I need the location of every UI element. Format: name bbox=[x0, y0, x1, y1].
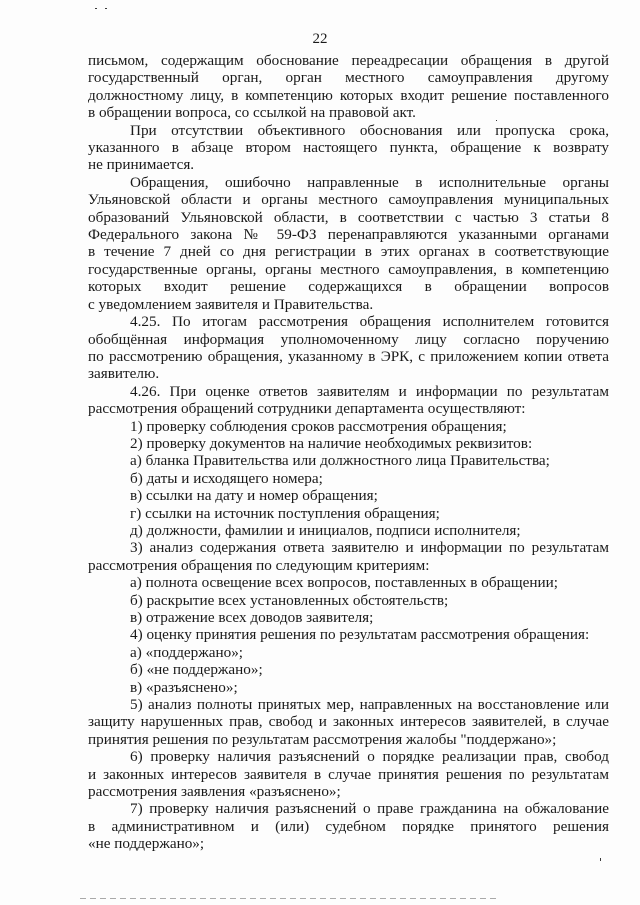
page-number: 22 bbox=[312, 31, 328, 47]
scan-speck bbox=[95, 8, 97, 9]
text-line: а) «поддержано»; bbox=[130, 643, 244, 661]
text-line: в) отражение всех доводов заявителя; bbox=[130, 609, 374, 626]
text-line: 4.26. При оценке ответов заявителям и информации по результатам bbox=[130, 382, 609, 400]
text-line: 1) проверку соблюдения сроков рассмотрения обращения; bbox=[130, 417, 507, 435]
text-line: рассмотрения обращения по следующим критериям: bbox=[88, 556, 430, 574]
text-line: При отсутствии объективного обоснования или пропуска срока, bbox=[130, 121, 609, 139]
text-line: в течение 7 дней со дня регистрации в этих органах в соответствующие bbox=[88, 243, 609, 261]
text-line: и законных интересов заявителя в случае принятия решения по результатам bbox=[88, 765, 609, 783]
text-line: 4) оценку принятия решения по результатам рассмотрения обращения: bbox=[130, 626, 590, 644]
text-line: рассмотрения заявления «разъяснено»; bbox=[88, 783, 341, 801]
text-line: в) ссылки на дату и номер обращения; bbox=[130, 487, 378, 505]
text-line: государственный орган, орган местного самоуправления другому bbox=[88, 69, 609, 87]
text-line: государственные органы, органы местного самоуправления, в компетенцию bbox=[88, 260, 609, 278]
text-line: которых входит решение содержащихся в обращении вопросов bbox=[88, 278, 609, 296]
text-line: в) «разъяснено»; bbox=[130, 678, 238, 696]
text-line: Федерального закона № 59-ФЗ перенаправляются указанными органами bbox=[88, 226, 609, 244]
text-line: не принимается. bbox=[88, 156, 195, 174]
text-line: «не поддержано»; bbox=[88, 835, 205, 853]
text-line: д) должности, фамилии и инициалов, подписи исполнителя; bbox=[130, 521, 521, 539]
text-line: а) полнота освещение всех вопросов, поставленных в обращении; bbox=[130, 574, 558, 592]
text-line: б) «не поддержано»; bbox=[130, 661, 263, 679]
text-line: 7) проверку наличия разъяснений о праве гражданина на обжалование bbox=[130, 800, 609, 818]
text-line: б) даты и исходящего номера; bbox=[130, 469, 323, 487]
text-line: в административном и (или) судебном порядке принятого решения bbox=[88, 817, 609, 835]
text-line: 5) анализ полноты принятых мер, направленных на восстановление или bbox=[130, 696, 609, 714]
text-line: 3) анализ содержания ответа заявителю и информации по результатам bbox=[130, 539, 609, 557]
scan-speck bbox=[105, 8, 107, 9]
text-line: указанного в абзаце втором настоящего пункта, обращение к возврату bbox=[88, 139, 609, 157]
text-line: 2) проверку документов на наличие необходимых реквизитов: bbox=[130, 434, 533, 452]
text-line: с уведомлением заявителя и Правительства. bbox=[88, 295, 374, 313]
text-line: Обращения, ошибочно направленные в исполнительные органы bbox=[130, 173, 609, 191]
text-line: обобщённая информация уполномоченному лицу согласно поручению bbox=[88, 330, 609, 348]
scan-speck bbox=[600, 858, 601, 861]
text-line: в обращении вопроса, со ссылкой на правовой акт. bbox=[88, 104, 416, 122]
text-line: письмом, содержащим обоснование переадресации обращения в другой bbox=[88, 52, 609, 69]
text-line: защиту нарушенных прав, свобод и законных интересов заявителей, в случае bbox=[88, 713, 609, 731]
text-line: рассмотрения обращений сотрудники департамента осуществляют: bbox=[88, 400, 526, 418]
text-line: 6) проверку наличия разъяснений о порядке реализации прав, свобод bbox=[130, 748, 609, 766]
text-line: 4.25. По итогам рассмотрения обращения исполнителем готовится bbox=[130, 313, 609, 331]
document-body bbox=[88, 52, 609, 853]
text-line: принятия решения по результатам рассмотрения жалобы "поддержано»; bbox=[88, 730, 557, 748]
scan-speck bbox=[496, 120, 497, 121]
text-line: Ульяновской области и органы местного самоуправления муниципальных bbox=[88, 191, 609, 209]
text-line: должностному лицу, в компетенцию которых входит решение поставленного bbox=[88, 86, 609, 104]
text-line: г) ссылки на источник поступления обращения; bbox=[130, 504, 440, 522]
text-line: заявителю. bbox=[88, 365, 160, 383]
text-line: образований Ульяновской области, в соответствии с частью 3 статьи 8 bbox=[88, 208, 609, 226]
text-line: по рассмотрению обращения, указанному в ЭРК, с приложением копии ответа bbox=[88, 347, 609, 365]
text-line: б) раскрытие всех установленных обстоятельств; bbox=[130, 591, 449, 609]
scan-edge bbox=[80, 898, 500, 899]
text-line: а) бланка Правительства или должностного лица Правительства; bbox=[130, 452, 550, 470]
